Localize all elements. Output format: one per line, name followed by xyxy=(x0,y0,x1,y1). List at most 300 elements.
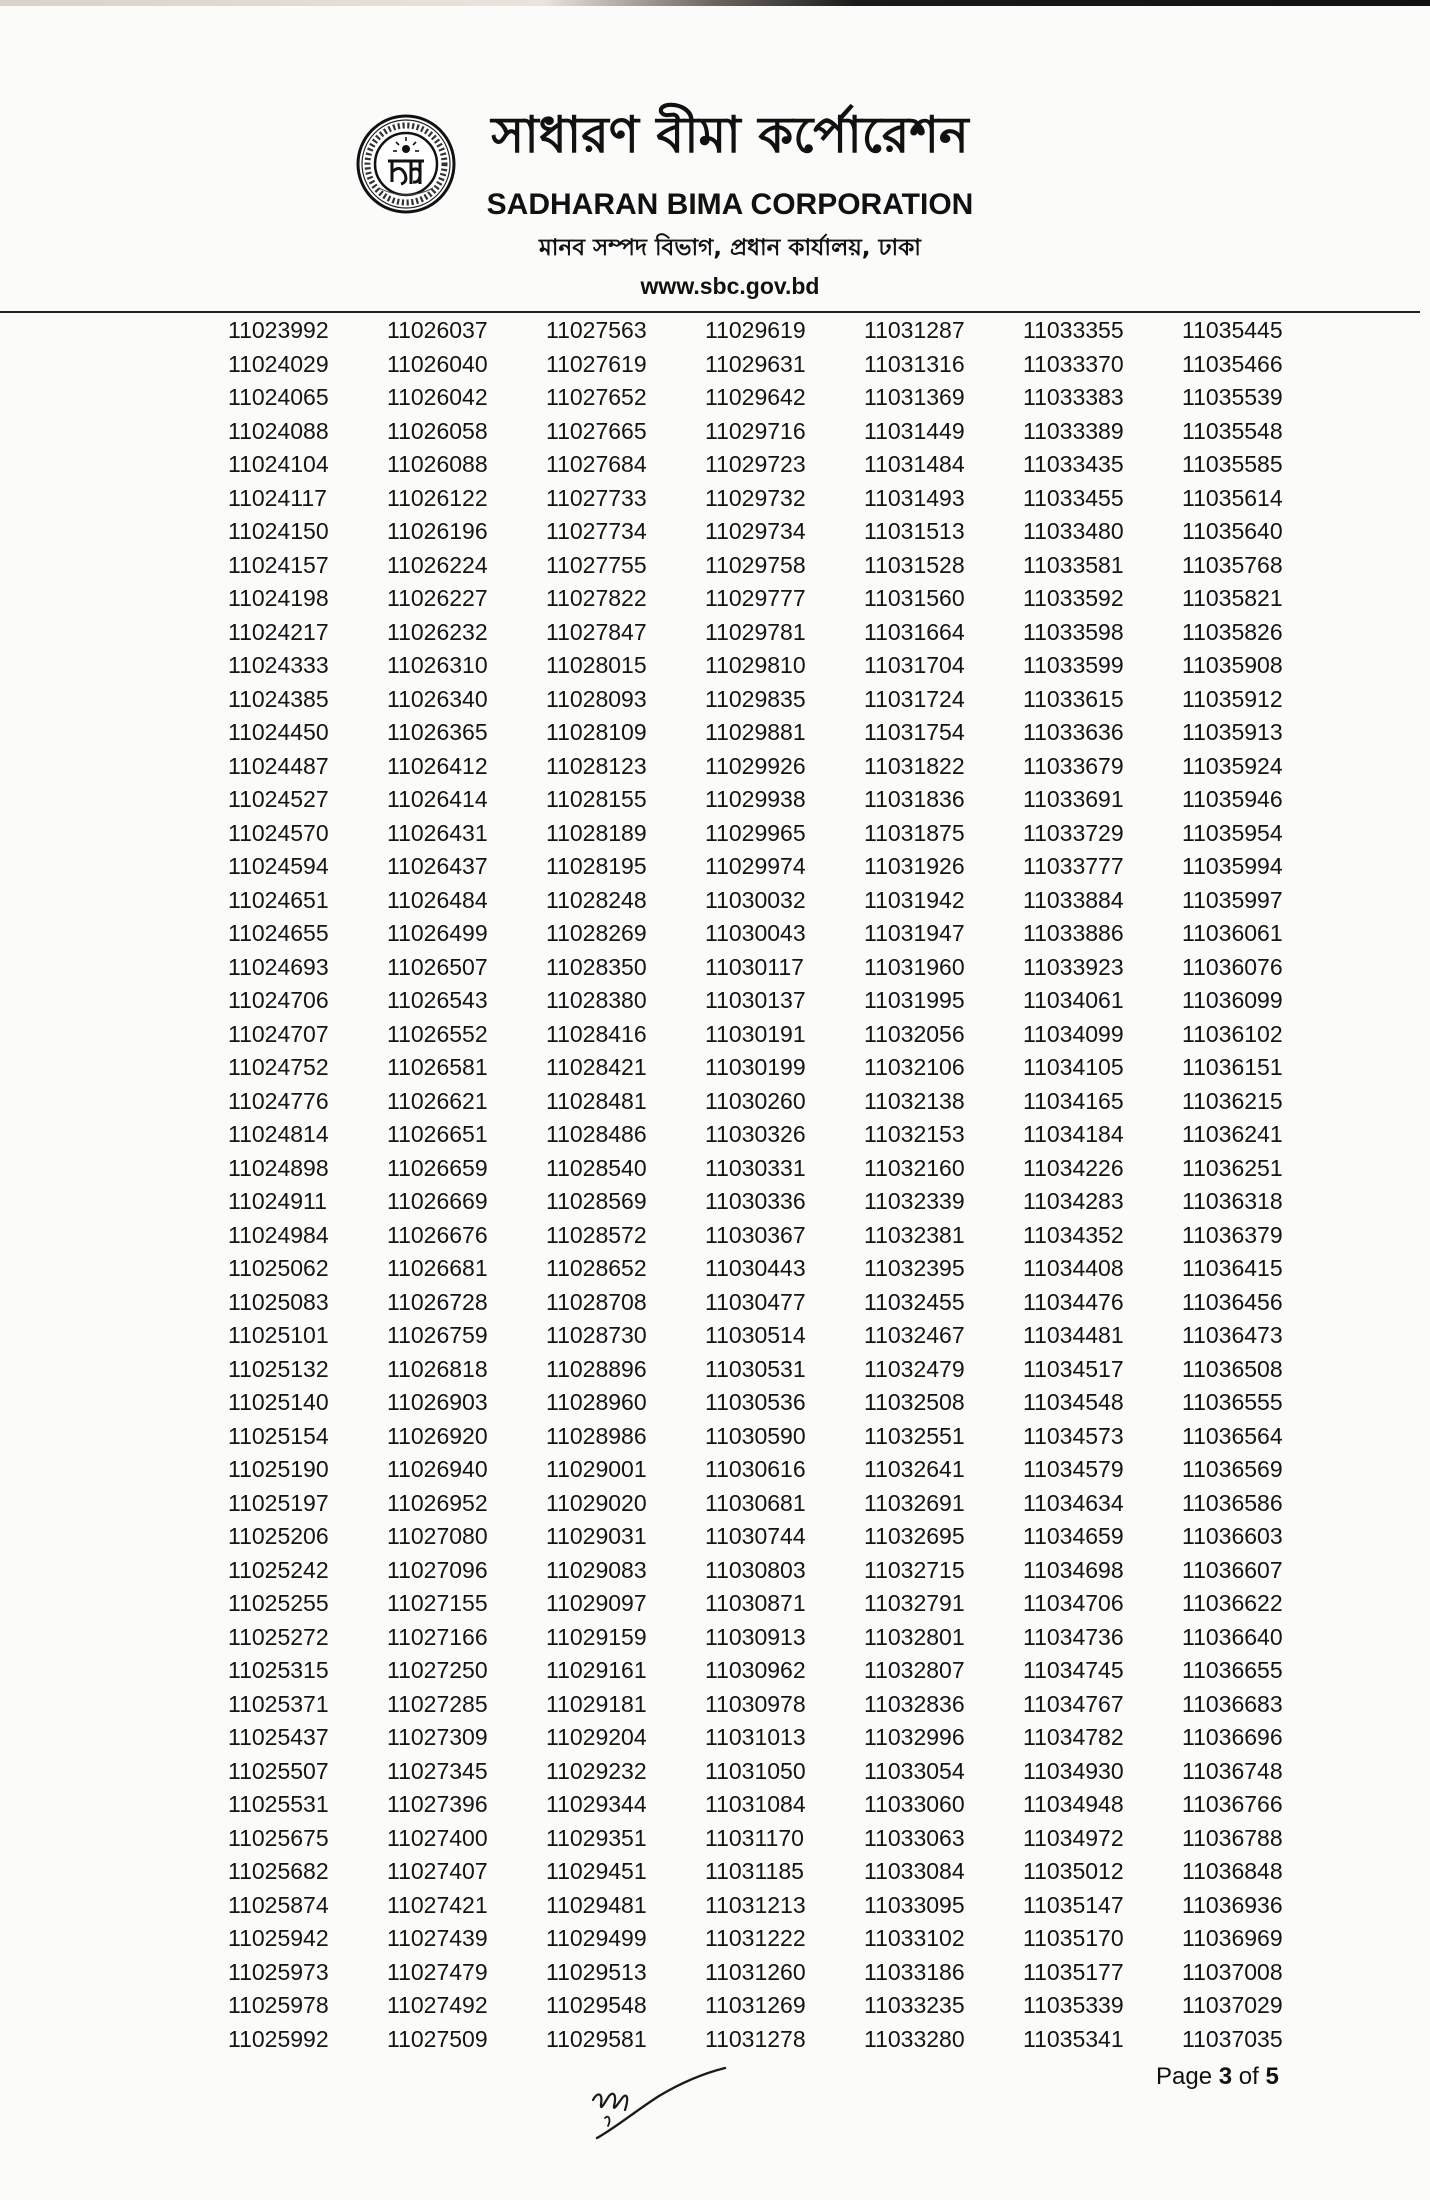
table-cell: 11031287 xyxy=(864,317,965,343)
table-cell: 11027080 xyxy=(387,1523,488,1549)
table-cell: 11026621 xyxy=(387,1087,488,1114)
table-cell: 11029159 xyxy=(546,1623,647,1650)
table-cell: 11032641 xyxy=(864,1456,965,1482)
table-cell: 11029716 xyxy=(705,417,806,444)
table-cell: 11035954 xyxy=(1182,819,1283,846)
table-cell: 11030590 xyxy=(705,1422,806,1449)
table-cell: 11029499 xyxy=(546,1925,647,1951)
table-cell: 11025973 xyxy=(228,1958,329,1985)
table-cell: 11024655 xyxy=(228,920,329,946)
table-cell: 11027665 xyxy=(546,417,647,444)
table-cell: 11024911 xyxy=(228,1188,327,1214)
table-cell: 11036318 xyxy=(1182,1188,1283,1214)
table-cell: 11031484 xyxy=(864,451,965,477)
table-cell: 11036569 xyxy=(1182,1456,1283,1482)
table-cell: 11035177 xyxy=(1023,1958,1124,1985)
table-cell: 11028481 xyxy=(546,1087,647,1114)
table-cell: 11030978 xyxy=(705,1690,806,1717)
english-title-text: SADHARAN BIMA CORPORATION xyxy=(486,188,974,221)
table-cell: 11028708 xyxy=(546,1288,647,1315)
table-cell: 11033435 xyxy=(1023,451,1124,477)
table-cell: 11032551 xyxy=(864,1422,965,1449)
table-cell: 11026581 xyxy=(387,1054,488,1080)
table-cell: 11031213 xyxy=(705,1891,806,1918)
page-word: Page xyxy=(1156,2063,1213,2090)
table-cell: 11029097 xyxy=(546,1590,647,1616)
table-cell: 11031369 xyxy=(864,384,965,410)
table-cell: 11029513 xyxy=(546,1958,647,1985)
table-cell: 11027096 xyxy=(387,1556,488,1583)
table-cell: 11031664 xyxy=(864,618,965,645)
table-cell: 11030326 xyxy=(705,1121,806,1147)
table-cell: 11024570 xyxy=(228,819,329,846)
table-cell: 11030331 xyxy=(705,1154,806,1181)
table-cell: 11029083 xyxy=(546,1556,647,1583)
table-cell: 11036151 xyxy=(1182,1054,1283,1080)
table-cell: 11029181 xyxy=(546,1690,647,1717)
table-cell: 11033383 xyxy=(1023,384,1124,410)
table-cell: 11034579 xyxy=(1023,1456,1124,1482)
signature-icon xyxy=(575,2058,735,2144)
table-cell: 11032339 xyxy=(864,1188,965,1214)
table-cell: 11031260 xyxy=(705,1958,806,1985)
table-cell: 11024385 xyxy=(228,685,329,712)
table-cell: 11029965 xyxy=(705,819,806,846)
table-cell: 11036603 xyxy=(1182,1523,1283,1549)
table-cell: 11026122 xyxy=(387,484,488,511)
table-cell: 11035012 xyxy=(1023,1858,1124,1884)
page-total: 5 xyxy=(1265,2063,1279,2090)
table-cell: 11026414 xyxy=(387,786,488,812)
table-cell: 11031185 xyxy=(705,1858,804,1884)
table-cell: 11026365 xyxy=(387,719,488,745)
table-cell: 11026651 xyxy=(387,1121,488,1147)
table-cell: 11025942 xyxy=(228,1925,329,1951)
table-cell: 11034706 xyxy=(1023,1590,1124,1616)
english-title xyxy=(470,186,990,224)
table-cell: 11024693 xyxy=(228,953,329,980)
table-cell: 11034226 xyxy=(1023,1154,1124,1181)
table-cell: 11026310 xyxy=(387,652,488,678)
table-cell: 11036936 xyxy=(1182,1891,1283,1918)
table-cell: 11026040 xyxy=(387,350,488,377)
table-cell: 11029481 xyxy=(546,1891,647,1918)
table-cell: 11035768 xyxy=(1182,551,1283,578)
table-cell: 11033280 xyxy=(864,2025,965,2052)
table-cell: 11030871 xyxy=(705,1590,806,1616)
table-cell: 11030803 xyxy=(705,1556,806,1583)
table-cell: 11031316 xyxy=(864,350,965,377)
table-cell: 11027400 xyxy=(387,1824,488,1851)
table-cell: 11037008 xyxy=(1182,1958,1283,1985)
table-cell: 11026507 xyxy=(387,953,488,980)
table-cell: 11036508 xyxy=(1182,1355,1283,1382)
page-current: 3 xyxy=(1218,2063,1233,2090)
table-cell: 11032807 xyxy=(864,1657,965,1683)
table-cell: 11035539 xyxy=(1182,384,1283,410)
table-cell: 11024752 xyxy=(228,1054,329,1080)
table-cell: 11031269 xyxy=(705,1992,806,2018)
table-cell: 11030514 xyxy=(705,1322,806,1348)
table-cell: 11027439 xyxy=(387,1925,488,1951)
table-cell: 11033455 xyxy=(1023,484,1124,511)
table-cell: 11024594 xyxy=(228,853,329,879)
table-cell: 11028730 xyxy=(546,1322,647,1348)
table-cell: 11028189 xyxy=(546,819,647,846)
table-cell: 11035997 xyxy=(1182,886,1283,913)
table-cell: 11026437 xyxy=(387,853,488,879)
table-cell: 11027166 xyxy=(387,1623,488,1650)
table-cell: 11035614 xyxy=(1182,484,1283,511)
table-cell: 11034659 xyxy=(1023,1523,1124,1549)
table-cell: 11029631 xyxy=(705,350,806,377)
table-cell: 11026037 xyxy=(387,317,488,343)
table-cell: 11029204 xyxy=(546,1724,647,1750)
table-cell: 11029642 xyxy=(705,384,806,410)
table-cell: 11036564 xyxy=(1182,1422,1283,1449)
table-cell: 11025371 xyxy=(228,1690,329,1717)
table-cell: 11027250 xyxy=(387,1657,488,1683)
table-cell: 11026676 xyxy=(387,1221,488,1248)
table-cell: 11036848 xyxy=(1182,1858,1283,1884)
table-cell: 11024198 xyxy=(228,585,329,611)
table-cell: 11033060 xyxy=(864,1791,965,1817)
page-indicator xyxy=(1156,2062,1279,2092)
table-cell: 11032836 xyxy=(864,1690,965,1717)
table-cell: 11030043 xyxy=(705,920,806,946)
table-cell: 11036640 xyxy=(1182,1623,1283,1650)
table-cell: 11024088 xyxy=(228,417,329,444)
table-cell: 11029926 xyxy=(705,752,806,779)
table-cell: 11036683 xyxy=(1182,1690,1283,1717)
table-cell: 11035585 xyxy=(1182,451,1283,477)
table-cell: 11033923 xyxy=(1023,953,1124,980)
table-cell: 11034061 xyxy=(1023,987,1124,1013)
bengali-subtitle xyxy=(470,229,990,267)
table-cell: 11031995 xyxy=(864,987,965,1013)
table-cell: 11027155 xyxy=(387,1590,488,1616)
table-cell: 11026431 xyxy=(387,819,488,846)
table-cell: 11036473 xyxy=(1182,1322,1283,1348)
table-cell: 11028421 xyxy=(546,1054,647,1080)
table-cell: 11026484 xyxy=(387,886,488,913)
table-cell: 11033615 xyxy=(1023,685,1124,712)
table-cell: 11026543 xyxy=(387,987,488,1013)
table-cell: 11032715 xyxy=(864,1556,965,1583)
table-cell: 11035924 xyxy=(1182,752,1283,779)
table-cell: 11032395 xyxy=(864,1255,965,1281)
table-cell: 11030616 xyxy=(705,1456,806,1482)
table-cell: 11035913 xyxy=(1182,719,1283,745)
table-cell: 11025874 xyxy=(228,1891,329,1918)
table-cell: 11026940 xyxy=(387,1456,488,1482)
table-cell: 11028896 xyxy=(546,1355,647,1382)
table-cell: 11034930 xyxy=(1023,1757,1124,1784)
table-cell: 11035170 xyxy=(1023,1925,1124,1951)
table-cell: 11025101 xyxy=(228,1322,329,1348)
table-cell: 11026042 xyxy=(387,384,488,410)
table-cell: 11030137 xyxy=(705,987,806,1013)
table-cell: 11027847 xyxy=(546,618,647,645)
table-cell: 11033063 xyxy=(864,1824,965,1851)
table-cell: 11034408 xyxy=(1023,1255,1124,1281)
table-cell: 11036215 xyxy=(1182,1087,1283,1114)
table-cell: 11036415 xyxy=(1182,1255,1283,1281)
table-cell: 11036456 xyxy=(1182,1288,1283,1315)
table-cell: 11031942 xyxy=(864,886,965,913)
table-cell: 11029581 xyxy=(546,2025,647,2052)
table-cell: 11025062 xyxy=(228,1255,329,1281)
table-cell: 11029974 xyxy=(705,853,806,879)
table-cell: 11029734 xyxy=(705,518,806,544)
table-cell: 11034736 xyxy=(1023,1623,1124,1650)
table-cell: 11025272 xyxy=(228,1623,329,1650)
table-cell: 11024984 xyxy=(228,1221,329,1248)
table-cell: 11031493 xyxy=(864,484,965,511)
table-cell: 11030913 xyxy=(705,1623,806,1650)
table-cell: 11031084 xyxy=(705,1791,806,1817)
table-cell: 11026669 xyxy=(387,1188,488,1214)
table-cell: 11025206 xyxy=(228,1523,329,1549)
table-cell: 11032801 xyxy=(864,1623,965,1650)
table-cell: 11026681 xyxy=(387,1255,488,1281)
table-cell: 11034634 xyxy=(1023,1489,1124,1516)
table-cell: 11031836 xyxy=(864,786,965,812)
table-cell: 11028652 xyxy=(546,1255,647,1281)
table-cell: 11027822 xyxy=(546,585,647,611)
table-cell: 11029835 xyxy=(705,685,806,712)
page-of-word: of xyxy=(1238,2063,1259,2090)
table-cell: 11035466 xyxy=(1182,350,1283,377)
table-cell: 11024776 xyxy=(228,1087,329,1114)
table-cell: 11035908 xyxy=(1182,652,1283,678)
table-cell: 11030477 xyxy=(705,1288,806,1315)
table-cell: 11027619 xyxy=(546,350,647,377)
table-cell: 11028195 xyxy=(546,853,647,879)
table-cell: 11030443 xyxy=(705,1255,806,1281)
table-cell: 11031013 xyxy=(705,1724,806,1750)
table-cell: 11030367 xyxy=(705,1221,806,1248)
table-cell: 11034517 xyxy=(1023,1355,1124,1382)
table-cell: 11034184 xyxy=(1023,1121,1124,1147)
table-cell: 11033886 xyxy=(1023,920,1124,946)
scan-edge xyxy=(0,0,1430,6)
table-cell: 11036748 xyxy=(1182,1757,1283,1784)
table-cell: 11033370 xyxy=(1023,350,1124,377)
table-cell: 11029161 xyxy=(546,1657,647,1683)
table-cell: 11035994 xyxy=(1182,853,1283,879)
table-cell: 11031704 xyxy=(864,652,965,678)
table-cell: 11031222 xyxy=(705,1925,806,1951)
table-cell: 11026920 xyxy=(387,1422,488,1449)
table-cell: 11026499 xyxy=(387,920,488,946)
table-cell: 11029020 xyxy=(546,1489,647,1516)
table-cell: 11025992 xyxy=(228,2025,329,2052)
table-cell: 11026952 xyxy=(387,1489,488,1516)
table-cell: 11033691 xyxy=(1023,786,1124,812)
table-cell: 11033084 xyxy=(864,1858,965,1884)
website-text: www.sbc.gov.bd xyxy=(640,273,820,299)
table-cell: 11028486 xyxy=(546,1121,647,1147)
table-cell: 11029232 xyxy=(546,1757,647,1784)
table-cell: 11032056 xyxy=(864,1020,965,1047)
table-cell: 11034782 xyxy=(1023,1724,1124,1750)
table-cell: 11035640 xyxy=(1182,518,1283,544)
table-cell: 11028960 xyxy=(546,1389,647,1415)
table-cell: 11032106 xyxy=(864,1054,965,1080)
table-cell: 11029810 xyxy=(705,652,806,678)
table-cell: 11024029 xyxy=(228,350,329,377)
table-cell: 11030336 xyxy=(705,1188,806,1214)
table-cell: 11029351 xyxy=(546,1824,647,1851)
table-cell: 11030191 xyxy=(705,1020,806,1047)
table-cell: 11024117 xyxy=(228,484,327,511)
roll-number-table xyxy=(228,314,1341,2056)
table-cell: 11032695 xyxy=(864,1523,965,1549)
table-cell: 11027345 xyxy=(387,1757,488,1784)
table-cell: 11036241 xyxy=(1182,1121,1283,1147)
table-cell: 11036607 xyxy=(1182,1556,1283,1583)
table-cell: 11024150 xyxy=(228,518,329,544)
table-cell: 11032996 xyxy=(864,1724,965,1750)
sbc-seal-logo-icon xyxy=(355,112,457,216)
table-cell: 11028350 xyxy=(546,953,647,980)
table-cell: 11025437 xyxy=(228,1724,329,1750)
table-cell: 11035826 xyxy=(1182,618,1283,645)
table-cell: 11031875 xyxy=(864,819,965,846)
table-cell: 11024814 xyxy=(228,1121,329,1147)
table-cell: 11028380 xyxy=(546,987,647,1013)
table-cell: 11029619 xyxy=(705,317,806,343)
table-cell: 11036696 xyxy=(1182,1724,1283,1750)
table-cell: 11030962 xyxy=(705,1657,806,1683)
table-cell: 11036622 xyxy=(1182,1590,1283,1616)
table-cell: 11032467 xyxy=(864,1322,965,1348)
table-cell: 11024487 xyxy=(228,752,329,779)
bengali-title xyxy=(470,100,990,170)
table-cell: 11030260 xyxy=(705,1087,806,1114)
table-cell: 11024527 xyxy=(228,786,329,812)
table-cell: 11027285 xyxy=(387,1690,488,1717)
table-cell: 11031050 xyxy=(705,1757,806,1784)
table-cell: 11033480 xyxy=(1023,518,1124,544)
table-cell: 11033186 xyxy=(864,1958,965,1985)
table-cell: 11025083 xyxy=(228,1288,329,1315)
table-cell: 11032455 xyxy=(864,1288,965,1315)
table-cell: 11034099 xyxy=(1023,1020,1124,1047)
table-cell: 11036061 xyxy=(1182,920,1283,946)
table-cell: 11031926 xyxy=(864,853,965,879)
table-cell: 11024333 xyxy=(228,652,329,678)
website xyxy=(470,270,990,302)
table-cell: 11029758 xyxy=(705,551,806,578)
table-cell: 11034352 xyxy=(1023,1221,1124,1248)
table-cell: 11030536 xyxy=(705,1389,806,1415)
table-cell: 11029881 xyxy=(705,719,806,745)
table-cell: 11032508 xyxy=(864,1389,965,1415)
table-cell: 11036655 xyxy=(1182,1657,1283,1683)
table-cell: 11031724 xyxy=(864,685,965,712)
table-cell: 11027396 xyxy=(387,1791,488,1817)
table-cell: 11027652 xyxy=(546,384,647,410)
table-cell: 11025154 xyxy=(228,1422,329,1449)
table-cell: 11037029 xyxy=(1182,1992,1283,2018)
table-cell: 11026659 xyxy=(387,1154,488,1181)
table-cell: 11034972 xyxy=(1023,1824,1124,1851)
table-cell: 11035147 xyxy=(1023,1891,1124,1918)
table-cell: 11030117 xyxy=(705,953,804,980)
table-cell: 11027755 xyxy=(546,551,647,578)
table-cell: 11033636 xyxy=(1023,719,1124,745)
table-cell: 11035946 xyxy=(1182,786,1283,812)
table-cell: 11035445 xyxy=(1182,317,1283,343)
table-cell: 11033777 xyxy=(1023,853,1124,879)
table-cell: 11033592 xyxy=(1023,585,1124,611)
table-cell: 11030199 xyxy=(705,1054,806,1080)
table-cell: 11024065 xyxy=(228,384,329,410)
table-cell: 11032153 xyxy=(864,1121,965,1147)
table-cell: 11030531 xyxy=(705,1355,806,1382)
table-cell: 11034573 xyxy=(1023,1422,1124,1449)
table-cell: 11031449 xyxy=(864,417,965,444)
table-cell: 11026232 xyxy=(387,618,488,645)
table-cell: 11033102 xyxy=(864,1925,965,1951)
table-cell: 11027407 xyxy=(387,1858,488,1884)
table-cell: 11034767 xyxy=(1023,1690,1124,1717)
table-cell: 11024651 xyxy=(228,886,329,913)
table-cell: 11036555 xyxy=(1182,1389,1283,1415)
table-cell: 11031513 xyxy=(864,518,965,544)
table-cell: 11032138 xyxy=(864,1087,965,1114)
table-cell: 11029548 xyxy=(546,1992,647,2018)
table-cell: 11029781 xyxy=(705,618,806,645)
table-cell: 11025315 xyxy=(228,1657,329,1683)
table-cell: 11037035 xyxy=(1182,2025,1283,2052)
table-cell: 11033581 xyxy=(1023,551,1124,578)
table-cell: 11029777 xyxy=(705,585,806,611)
table-cell: 11035821 xyxy=(1182,585,1283,611)
table-cell: 11033235 xyxy=(864,1992,965,2018)
table-cell: 11029031 xyxy=(546,1523,647,1549)
table-cell: 11031528 xyxy=(864,551,965,578)
table-cell: 11031822 xyxy=(864,752,965,779)
table-cell: 11030032 xyxy=(705,886,806,913)
table-cell: 11036969 xyxy=(1182,1925,1283,1951)
table-cell: 11036766 xyxy=(1182,1791,1283,1817)
table-cell: 11031754 xyxy=(864,719,965,745)
table-cell: 11029938 xyxy=(705,786,806,812)
table-cell: 11028572 xyxy=(546,1221,647,1248)
table-cell: 11027684 xyxy=(546,451,647,477)
table-cell: 11027479 xyxy=(387,1958,488,1985)
table-cell: 11026903 xyxy=(387,1389,488,1415)
table-cell: 11025682 xyxy=(228,1858,329,1884)
table-cell: 11027492 xyxy=(387,1992,488,2018)
table-cell: 11026088 xyxy=(387,451,488,477)
table-cell: 11035341 xyxy=(1023,2025,1124,2052)
table-cell: 11025197 xyxy=(228,1489,329,1516)
table-cell: 11036076 xyxy=(1182,953,1283,980)
table-cell: 11028540 xyxy=(546,1154,647,1181)
table-cell: 11027309 xyxy=(387,1724,488,1750)
bengali-title-text: সাধারণ বীমা কর্পোরেশন xyxy=(491,106,969,164)
table-cell: 11025531 xyxy=(228,1791,329,1817)
table-cell: 11027563 xyxy=(546,317,647,343)
table-cell: 11036251 xyxy=(1182,1154,1283,1181)
table-cell: 11027421 xyxy=(387,1891,488,1918)
table-cell: 11024450 xyxy=(228,719,329,745)
table-cell: 11031560 xyxy=(864,585,965,611)
